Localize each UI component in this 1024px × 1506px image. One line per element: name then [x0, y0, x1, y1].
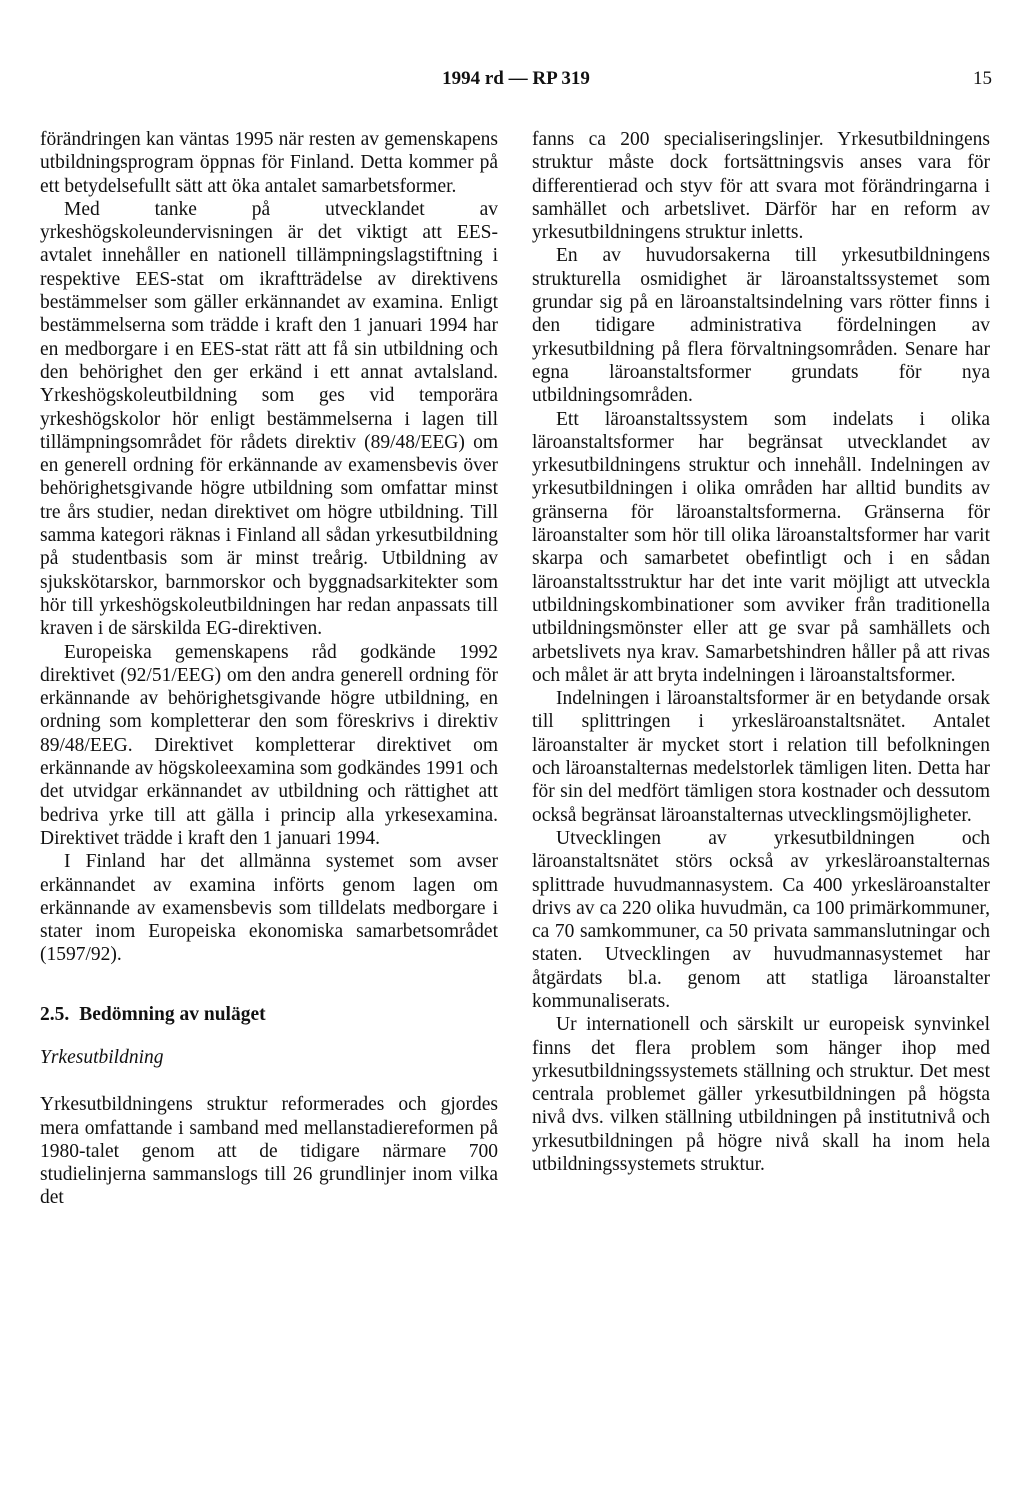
paragraph: Utvecklingen av yrkesutbildningen och läroanstaltsnätet störs också av yrkesläroanstalternas splittrade huvudmannasystem. Ca 400 yrkesläroanstalter drivs av ca 220 olika huvudmän, ca 100 primärkommuner, ca 70 samkommuner, ca 50 privata sammanslutningar och staten. Utvecklingen av huvudmannasystemet har åtgärdats bl.a. genom att statliga läroanstalter kommunaliserats. — [532, 827, 990, 1012]
paragraph: Med tanke på utvecklandet av yrkeshögskoleundervisningen är det viktigt att EES-avtalet innehåller en nationell tillämpningslagstiftning i respektive EES-stat om ikraftträdelse av direktivens bestämmelser som gäller erkännandet av examina. Enligt bestämmelserna som trädde i kraft den 1 januari 1994 har en medborgare i en EES-stat rätt att få sin utbildning och den behörighet den ger erkänd i ett annat avtalsland. Yrkeshögskoleutbildning som ges vid temporära yrkeshögskolor hör enligt bestämmelserna i lagen till tillämpningsområdet för rådets direktiv (89/48/EEG) om en generell ordning för erkännande av examensbevis över behörighetsgivande högre utbildning som omfattar minst tre års studier, nedan direktivet om högre utbildning. Till samma kategori räknas i Finland all sådan yrkesutbildning på studentbasis som är minst treårig. Utbildning av sjukskötarskor, barnmorskor och byggnadsarkitekter som hör till yrkeshögskoleutbildningen har redan anpassats till kraven i de särskilda EG-direktiven. — [40, 198, 498, 640]
right-column — [532, 128, 990, 1176]
section-number: 2.5. — [40, 1003, 70, 1025]
paragraph: Yrkesutbildningens struktur reformerades och gjordes mera omfattande i samband med mellanstadiereformen på 1980-talet genom att de tidigare närmare 700 studielinjerna sammanslogs till 26 grundlinjer inom vilka det — [40, 1094, 498, 1209]
paragraph: fanns ca 200 specialiseringslinjer. Yrkesutbildningens struktur måste dock fortsättningsvis anses vara för differentierad och styv för att svara mot förändringarna i samhället och arbetslivet. Därför har en reform av yrkesutbildningens struktur inletts. — [532, 129, 990, 244]
running-title: 1994 rd — RP 319 — [442, 68, 590, 89]
page-number: 15 — [973, 68, 992, 89]
paragraph: I Finland har det allmänna systemet som avser erkännandet av examina införts genom lagen om erkännande av examensbevis som tilldelats medborgare i stater inom Europeiska ekonomiska samarbetsområdet (1597/92). — [40, 851, 498, 966]
page-header — [40, 68, 992, 96]
subsection-heading: Yrkesutbildning — [40, 1046, 164, 1068]
paragraph: Europeiska gemenskapens råd godkände 1992 direktivet (92/51/EEG) om den andra generell ordning för erkännande av behörighetsgivande högre utbildning, en ordning som kompletterar den som föreskrivs i direktiv 89/48/EEG. Direktivet kompletterar direktivet om erkännande av högskoleexamina som godkändes 1991 och det utvidgar erkännandet av utbildning och rättighet att bedriva yrke till att gälla i princip alla yrkesexamina. Direktivet trädde i kraft den 1 januari 1994. — [40, 641, 498, 849]
paragraph: Ur internationell och särskilt ur europeisk synvinkel finns det flera problem som hänger ihop med yrkesutbildningssystemets ställning och struktur. Det mest centrala problemet gäller yrkesutbildningen på högsta nivå dvs. vilken ställning utbildningen på institutnivå och yrkesutbildningen på högre nivå skall ha inom hela utbildningssystemets struktur. — [532, 1014, 990, 1176]
paragraph: Ett läroanstaltssystem som indelats i olika läroanstaltsformer har begränsat utvecklandet av yrkesutbildningens struktur och innehåll. Indelningen av yrkesutbildningen i olika områden har alltid bundits av gränserna för läroanstaltsformerna. Gränserna för läroanstalter som hör till olika läroanstaltsformer har varit skarpa och samarbetet obefintligt och i en sådan läroanstaltsstruktur har det inte varit möjligt att utveckla utbildningskombinationer som avviker från traditionella utbildningsmönster eller att ge svar på samhällets och arbetslivets nya krav. Samarbetshindren håller på att rivas och målet är att bryta indelningen i läroanstaltsformer. — [532, 408, 990, 686]
section-title: Bedömning av nuläget — [79, 1003, 266, 1025]
paragraph: Indelningen i läroanstaltsformer är en betydande orsak till splittringen i yrkesläroanstaltsnätet. Antalet läroanstalter är mycket stort i relation till befolkningen och läroanstalternas medelstorlek tämligen liten. Detta har för sin del medfört tämligen stora kostnader och dessutom också begränsat läroanstalternas utvecklingsmöjligheter. — [532, 688, 990, 826]
paragraph: En av huvudorsakerna till yrkesutbildningens strukturella osmidighet är läroanstaltssystemet som grundar sig på en läroanstaltsindelning vars rötter finns i den tidigare administrativa fördelningen av yrkesutbildning på flera förvaltningsområden. Senare har egna läroanstaltsformer grundats för nya utbildningsområden. — [532, 245, 990, 407]
paragraph: förändringen kan väntas 1995 när resten av gemenskapens utbildningsprogram öppnas för Finland. Detta kommer på ett betydelsefullt sätt att öka antalet samarbetsformer. — [40, 129, 498, 197]
left-column — [40, 128, 498, 1210]
section-heading — [40, 1003, 498, 1026]
